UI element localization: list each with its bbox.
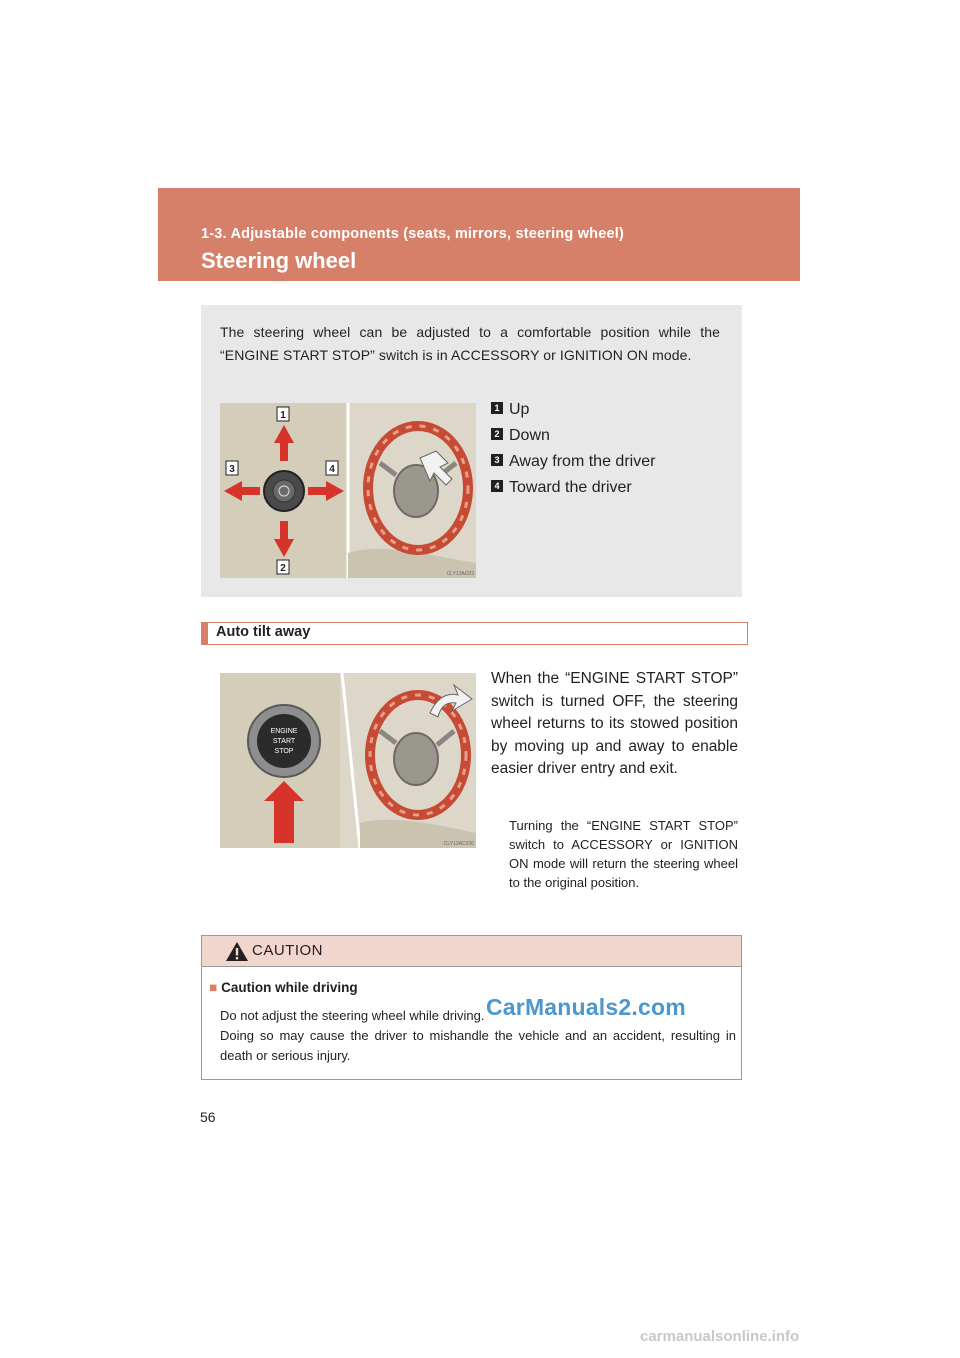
- square-bullet-icon: ■: [209, 980, 218, 995]
- svg-text:CLY13AC03: CLY13AC03: [446, 571, 474, 577]
- page-number: 56: [200, 1109, 216, 1125]
- caution-subheading: [209, 980, 358, 995]
- caution-header: [202, 936, 741, 967]
- button-text-engine: ENGINE: [270, 728, 298, 735]
- carmanuals-watermark: CarManuals2.com: [486, 994, 686, 1020]
- footer-watermark: carmanualsonline.info: [640, 1328, 800, 1345]
- caution-title: CAUTION: [252, 942, 323, 959]
- legend-item-up: [491, 401, 529, 421]
- legend-item-toward: [491, 479, 632, 499]
- auto-tilt-heading: Auto tilt away: [216, 624, 311, 640]
- legend-num-4: 4: [491, 480, 503, 492]
- fig-num-4: 4: [329, 464, 335, 475]
- button-text-start: START: [272, 738, 296, 745]
- button-text-stop: STOP: [274, 748, 294, 755]
- svg-text:CLY13AC030: CLY13AC030: [443, 841, 474, 847]
- warning-triangle-icon: [225, 941, 249, 962]
- page-title: Steering wheel: [201, 248, 357, 273]
- legend-item-down: [491, 427, 550, 447]
- auto-tilt-note: Turning the “ENGINE START STOP” switch to ACCESSORY or IGNITION ON mode will return the steering wheel to the original position.: [509, 818, 738, 890]
- intro-text: The steering wheel can be adjusted to a comfortable position while the “ENGINE START STOP” switch is in ACCESSORY or IGNITION ON mode.: [220, 324, 720, 363]
- legend-label-up: Up: [509, 401, 530, 418]
- auto-tilt-illustration: [220, 673, 476, 848]
- fig-num-1: 1: [280, 410, 286, 421]
- fig-num-2: 2: [280, 563, 286, 574]
- caution-subheading-text: Caution while driving: [221, 980, 358, 995]
- adjustment-illustration: [220, 403, 476, 578]
- legend-label-away: Away from the driver: [509, 453, 656, 470]
- legend-item-away: [491, 453, 655, 473]
- legend-num-3: 3: [491, 454, 503, 466]
- legend-num-2: 2: [491, 428, 503, 440]
- auto-tilt-paragraph: When the “ENGINE START STOP” switch is turned OFF, the steering wheel returns to its stowed position by moving up and away to enable easier driver entry and exit.: [491, 670, 738, 777]
- fig-num-3: 3: [229, 464, 235, 475]
- section-label: 1-3. Adjustable components (seats, mirrors, steering wheel): [201, 226, 625, 242]
- legend-num-1: 1: [491, 402, 503, 414]
- caution-line-2: Doing so may cause the driver to mishandle the vehicle and an accident, resulting in death or serious injury.: [220, 1028, 736, 1063]
- legend-label-down: Down: [509, 427, 550, 444]
- auto-tilt-heading-bar: [201, 622, 748, 645]
- legend-label-toward: Toward the driver: [509, 479, 632, 496]
- caution-line-1: Do not adjust the steering wheel while driving.: [220, 1008, 485, 1023]
